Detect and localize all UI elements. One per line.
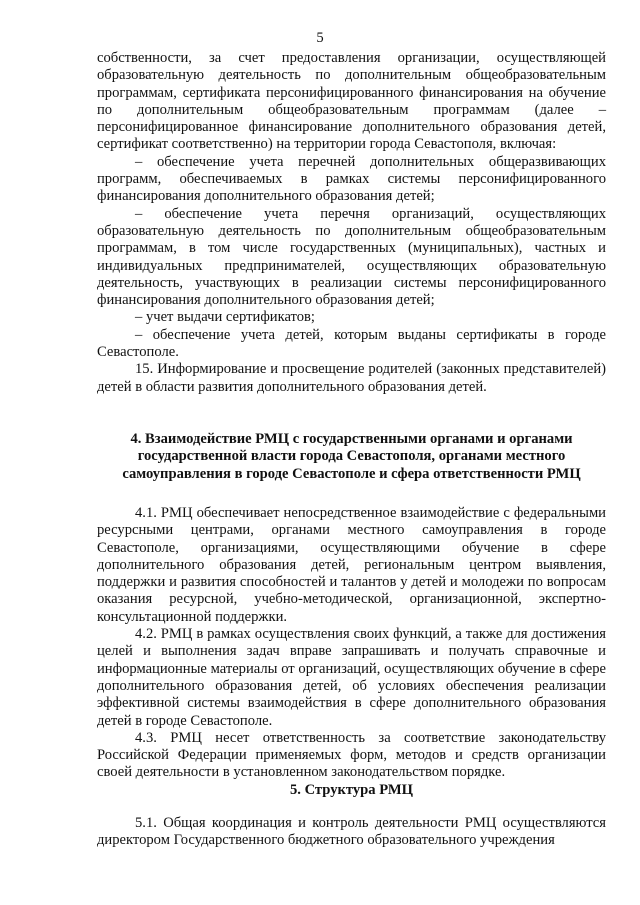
- paragraph-5-1: 5.1. Общая координация и контроль деятельности РМЦ осуществляются директором Государственного бюджетного образовательного учреждения: [97, 815, 606, 849]
- page-number: 5: [316, 30, 324, 46]
- paragraph-4-1: 4.1. РМЦ обеспечивает непосредственное взаимодействие с федеральными ресурсными центрами, органами местного самоуправления в городе Севастополе, организациями, осуществляющими обучение в сфере дополнительного образования детей, региональным центром выявления, поддержки и развития способностей и талантов у детей и молодежи по вопросам оказания ресурсной, учебно-методической, организационной, экспертно-консультационной поддержки.: [97, 505, 606, 625]
- paragraph-item-15: 15. Информирование и просвещение родителей (законных представителей) детей в области развития дополнительного образования детей.: [97, 361, 606, 395]
- section5-body: [97, 815, 606, 850]
- list-item: – обеспечение учета перечней дополнительных общеразвивающих программ, обеспечиваемых в рамках системы персонифицированного финансирования дополнительного образования детей;: [97, 153, 606, 205]
- section5-heading-block: [97, 782, 606, 799]
- paragraph-4-3: 4.3. РМЦ несет ответственность за соответствие законодательству Российской Федерации применяемых форм, методов и средств организации своей деятельности в установленном законодательством порядке.: [97, 729, 606, 781]
- list-item: – обеспечение учета перечня организаций, осуществляющих образовательную деятельность по дополнительным общеобразовательным программам, в том числе государственных (муниципальных), частных и индивидуальных предпринимателей, осуществляющих образовательную деятельность, участвующих в реализации системы персонифицированного финансирования дополнительного образования детей;: [97, 205, 606, 309]
- section4-body: [97, 505, 606, 782]
- list-item: – учет выдачи сертификатов;: [135, 309, 315, 326]
- section3-continuation: [97, 50, 606, 396]
- section4-heading-block: [97, 431, 606, 483]
- list-item: – обеспечение учета детей, которым выданы сертификаты в городе Севастополе.: [97, 326, 606, 361]
- paragraph-continuation: собственности, за счет предоставления организации, осуществляющей образовательную деятельность по дополнительным общеобразовательным программам, сертификата персонифицированного финансирования на обучение по дополнительным общеобразовательным программам (далее – персонифицированное финансирование дополнительного образования детей, сертификат соответственно) на территории города Севастополя, включая:: [97, 50, 606, 153]
- section4-heading: 4. Взаимодействие РМЦ с государственными органами и органами государственной власти города Севастополя, органами местного самоуправления в городе Севастополе и сфера ответственности РМЦ: [122, 431, 581, 482]
- paragraph-4-2: 4.2. РМЦ в рамках осуществления своих функций, а также для достижения целей и выполнения задач вправе запрашивать и получать справочные и информационные материалы от организаций, осуществляющих обучение в сфере дополнительного образования детей, об условиях обеспечения реализации эффективной системы взаимодействия в сфере дополнительного образования детей в городе Севастополе.: [97, 626, 606, 729]
- section5-heading: 5. Структура РМЦ: [289, 782, 413, 798]
